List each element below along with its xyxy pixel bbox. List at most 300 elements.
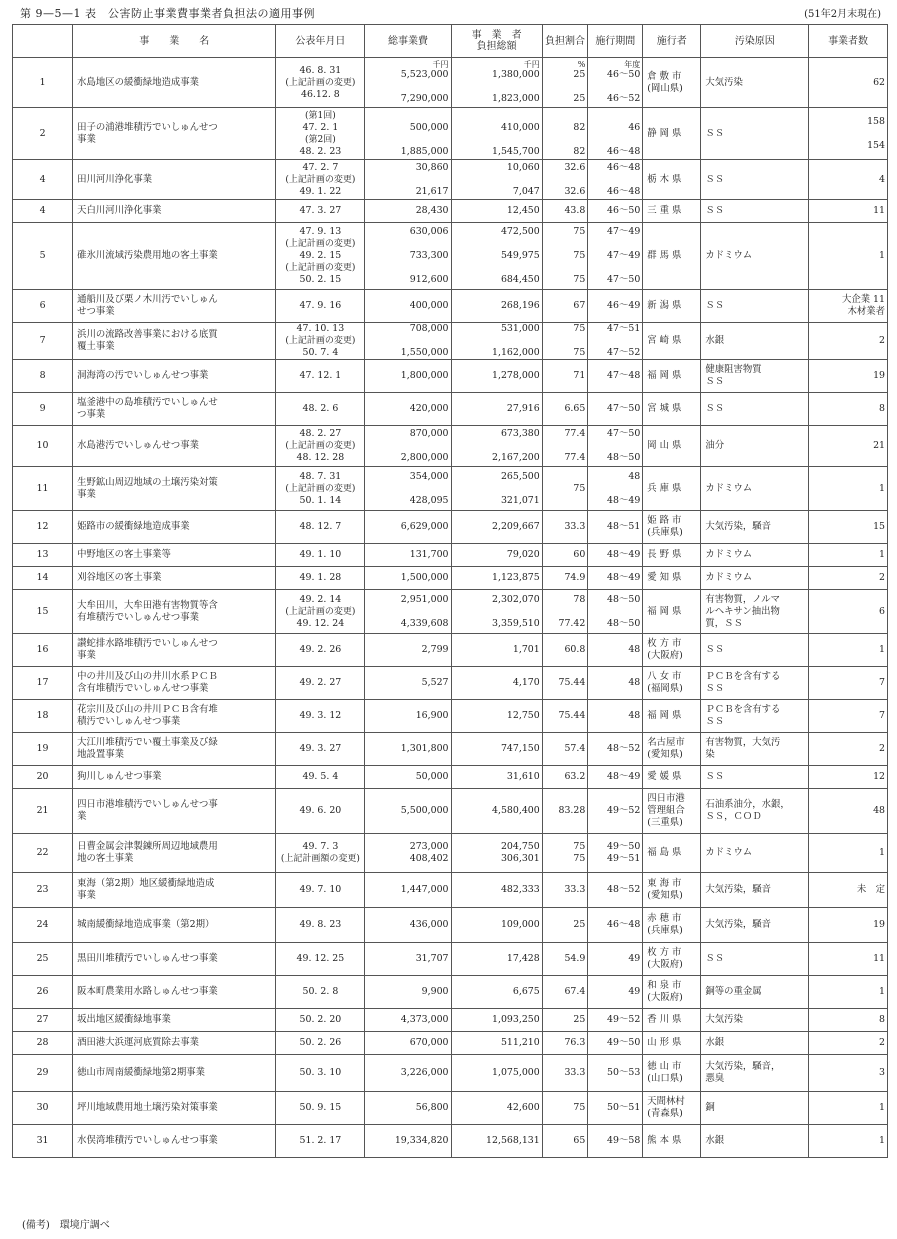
cell-line: 43.8 xyxy=(564,205,586,216)
cell-line: 47～52 xyxy=(607,347,641,358)
cell-line: 2,799 xyxy=(421,644,449,655)
cell-line: (上記計画の変更) xyxy=(285,77,356,88)
cell-line: 33.3 xyxy=(564,884,586,895)
cell-exec xyxy=(643,200,701,223)
cell-cause xyxy=(701,590,809,634)
cell-count xyxy=(809,766,888,789)
cell-line: 51. 2. 17 xyxy=(299,1135,342,1146)
cell-count xyxy=(809,160,888,200)
cell-line xyxy=(367,440,448,452)
cell-line: 4,170 xyxy=(512,677,540,688)
cell-count xyxy=(809,223,888,290)
cell-line: (大阪府) xyxy=(647,650,683,661)
cell-line: 49. 7. 10 xyxy=(299,884,342,895)
cell-period xyxy=(588,1055,643,1092)
cell-line: 香 川 県 xyxy=(647,1014,682,1025)
cell-count xyxy=(809,323,888,360)
cell-line: 坂出地区緩衝緑地事業 xyxy=(77,1014,171,1025)
cell-line xyxy=(590,335,640,347)
cell-exec xyxy=(643,590,701,634)
table-row xyxy=(13,567,888,590)
cell-line: 13 xyxy=(36,549,49,560)
cell-count xyxy=(809,567,888,590)
cell-burden xyxy=(451,1009,542,1032)
cell-burden xyxy=(451,58,542,108)
cell-line: 49. 5. 4 xyxy=(302,771,339,782)
cell-line: 49. 7. 3 xyxy=(302,841,339,852)
cell-line: 65 xyxy=(573,1135,586,1146)
cell-line: 549,975 xyxy=(500,250,540,261)
table-row xyxy=(13,1032,888,1055)
cell-total xyxy=(365,766,451,789)
cell-total xyxy=(365,511,451,544)
cell-line: 23 xyxy=(36,884,49,895)
cell-line: 472,500 xyxy=(500,226,540,237)
cell-line xyxy=(454,81,540,93)
cell-line xyxy=(590,110,640,122)
cell-cause xyxy=(701,360,809,393)
cell-ratio xyxy=(542,908,588,943)
cell-line: カドミウム xyxy=(705,549,753,560)
cell-line: (兵庫県) xyxy=(647,925,683,936)
cell-line: 46～49 xyxy=(607,300,641,311)
cell-count xyxy=(809,943,888,976)
cell-count xyxy=(809,58,888,108)
cell-line: 154 xyxy=(867,139,885,151)
cell-line: 地設置事業 xyxy=(77,749,125,760)
cell-burden xyxy=(451,634,542,667)
cell-line: (愛知県) xyxy=(647,890,683,901)
cell-line: 63.2 xyxy=(564,771,586,782)
cell-exec xyxy=(643,766,701,789)
cell-line: 天白川河川浄化事業 xyxy=(77,205,162,216)
cell-cause xyxy=(701,1009,809,1032)
cell-cause xyxy=(701,1032,809,1055)
col-count: 事業者数 xyxy=(809,25,888,58)
cell-exec xyxy=(643,634,701,667)
cell-line: 24 xyxy=(36,919,49,930)
cell-line: 4,580,400 xyxy=(492,805,540,816)
cell-line: 75 xyxy=(573,347,586,358)
cell-line: 48～49 xyxy=(607,494,641,506)
cell-total xyxy=(365,544,451,567)
cell-line: 48 xyxy=(628,710,641,721)
cell-name xyxy=(73,834,276,873)
cell-burden xyxy=(451,200,542,223)
cell-cause xyxy=(701,634,809,667)
cell-line: 49 xyxy=(628,953,641,964)
cell-line: 428,095 xyxy=(409,494,449,506)
cell-line: 46～52 xyxy=(607,93,641,104)
cell-line: ＰＣＢを含有する xyxy=(705,671,781,682)
cell-line: 8 xyxy=(879,1014,885,1025)
cell-line: 銅等の重金属 xyxy=(705,986,762,997)
cell-line: 3,226,000 xyxy=(400,1067,449,1078)
cell-count xyxy=(809,1032,888,1055)
table-row xyxy=(13,667,888,700)
cell-line: 75 xyxy=(573,1102,586,1113)
cell-no xyxy=(13,700,73,733)
cell-burden xyxy=(451,426,542,467)
cell-line xyxy=(590,174,640,186)
cell-line xyxy=(590,606,640,618)
cell-total xyxy=(365,426,451,467)
cell-line: 赤 穂 市 xyxy=(647,913,682,924)
cell-name xyxy=(73,393,276,426)
cell-line: 31 xyxy=(36,1135,49,1146)
cell-name xyxy=(73,1092,276,1125)
cell-line: 29 xyxy=(36,1067,49,1078)
table-row xyxy=(13,360,888,393)
table-row xyxy=(13,58,888,108)
cell-name xyxy=(73,976,276,1009)
cell-date xyxy=(276,590,365,634)
cell-no xyxy=(13,1092,73,1125)
cell-line: 12,450 xyxy=(506,205,540,216)
cell-cause xyxy=(701,160,809,200)
cell-line: 名古屋市 xyxy=(647,737,685,748)
cell-period xyxy=(588,160,643,200)
cell-burden xyxy=(451,467,542,511)
cell-line: 50. 2. 20 xyxy=(299,1014,342,1025)
cell-name xyxy=(73,1125,276,1158)
cell-line: (上記計画額の変更) xyxy=(280,854,360,864)
cell-line: 25 xyxy=(36,953,49,964)
cell-line: 49. 2. 14 xyxy=(299,593,342,605)
table-row xyxy=(13,1055,888,1092)
cell-line: 四日市港 xyxy=(647,793,685,804)
cell-line: 積汚でいしゅんせつ事業 xyxy=(77,716,181,727)
cell-line: 大気汚染 xyxy=(705,1014,743,1025)
cell-line: ＳＳ xyxy=(705,127,725,139)
cell-line: 28,430 xyxy=(415,205,449,216)
cell-line: 1 xyxy=(879,482,885,494)
cell-line: 1 xyxy=(879,847,885,858)
cell-cause xyxy=(701,1092,809,1125)
cell-line: 19 xyxy=(36,743,49,754)
cell-exec xyxy=(643,544,701,567)
cell-date xyxy=(276,667,365,700)
cell-ratio xyxy=(542,733,588,766)
cell-line: 銅 xyxy=(705,1102,715,1113)
col-burden: 事 業 者 負担総額 xyxy=(451,25,542,58)
cell-line: 46～48 xyxy=(607,919,641,930)
cell-line: 15 xyxy=(36,605,49,617)
cell-line: 408,402 xyxy=(409,853,449,864)
table-row xyxy=(13,160,888,200)
cell-exec xyxy=(643,360,701,393)
cell-name xyxy=(73,426,276,467)
cell-name xyxy=(73,1032,276,1055)
cell-line: 7 xyxy=(879,677,885,688)
cell-count xyxy=(809,733,888,766)
cell-line: 48. 7. 31 xyxy=(299,470,342,482)
cell-line: 静 岡 県 xyxy=(647,127,682,139)
cell-name xyxy=(73,108,276,160)
cell-no xyxy=(13,58,73,108)
cell-line: 30 xyxy=(36,1102,49,1113)
cell-cause xyxy=(701,700,809,733)
cell-line: 19 xyxy=(873,919,885,930)
cell-line: 18 xyxy=(36,710,49,721)
cell-line: 質，ＳＳ xyxy=(705,617,743,629)
cell-line: (三重県) xyxy=(647,817,683,828)
cell-line: 大気汚染，騒音 xyxy=(705,919,771,930)
cell-line: 49. 1. 22 xyxy=(299,185,342,197)
cell-line xyxy=(367,262,448,274)
cell-no xyxy=(13,634,73,667)
cell-line: ＰＣＢを含有する xyxy=(705,704,781,715)
cell-line: 5 xyxy=(39,250,46,261)
cell-period xyxy=(588,1009,643,1032)
cell-no xyxy=(13,160,73,200)
table-row xyxy=(13,590,888,634)
cell-line: 46 xyxy=(628,121,641,133)
cell-period xyxy=(588,700,643,733)
cell-line: 宮 城 県 xyxy=(647,403,682,414)
cell-cause xyxy=(701,1055,809,1092)
cell-no xyxy=(13,1125,73,1158)
cell-line: 15 xyxy=(873,521,885,532)
cell-burden xyxy=(451,908,542,943)
cell-line: 19 xyxy=(873,370,885,381)
cell-line: 25 xyxy=(573,93,586,104)
cell-line: 47. 2. 1 xyxy=(302,121,339,133)
cell-date xyxy=(276,700,365,733)
cell-line: 酒田港大浜運河底質除去事業 xyxy=(77,1037,200,1048)
cell-line: 48. 2. 23 xyxy=(299,145,342,157)
cell-line: 60.8 xyxy=(564,644,586,655)
cell-date xyxy=(276,544,365,567)
cell-exec xyxy=(643,834,701,873)
cell-ratio xyxy=(542,976,588,1009)
cell-ratio xyxy=(542,567,588,590)
cell-ratio xyxy=(542,393,588,426)
cell-line xyxy=(545,134,586,146)
cell-line: 77.42 xyxy=(558,617,586,629)
cell-no xyxy=(13,667,73,700)
table-row xyxy=(13,1125,888,1158)
cell-ratio xyxy=(542,1009,588,1032)
cell-line: 八 女 市 xyxy=(647,671,682,682)
cell-line: 天間林村 xyxy=(647,1096,685,1107)
cell-line: 6.65 xyxy=(564,403,586,414)
cell-ratio xyxy=(542,1092,588,1125)
cell-line: 水島地区の緩衝緑地造成事業 xyxy=(77,76,200,88)
cell-line: 49. 1. 10 xyxy=(299,549,342,560)
cell-line: カドミウム xyxy=(705,250,753,261)
cell-line: 49. 2. 15 xyxy=(299,250,342,261)
cell-line: 中の井川及び山の井川水系ＰＣＢ xyxy=(77,671,218,682)
cell-ratio xyxy=(542,360,588,393)
cell-line: (福岡県) xyxy=(647,683,683,694)
table-header xyxy=(20,5,881,23)
cell-total xyxy=(365,393,451,426)
cell-period xyxy=(588,590,643,634)
cell-line xyxy=(367,606,448,618)
cell-no xyxy=(13,1009,73,1032)
column-header-row xyxy=(13,25,888,58)
cell-total xyxy=(365,58,451,108)
cell-total xyxy=(365,567,451,590)
cell-no xyxy=(13,943,73,976)
cell-line: 日曹金属会津製錬所周辺地域農用 xyxy=(77,841,218,852)
cell-no xyxy=(13,323,73,360)
cell-line: 33.3 xyxy=(564,521,586,532)
cell-line xyxy=(454,110,540,122)
cell-line: 47～51 xyxy=(607,323,641,334)
cell-line: 46～48 xyxy=(607,145,641,157)
cell-line: 1,380,000 xyxy=(492,69,540,80)
cell-line: 670,000 xyxy=(409,1037,449,1048)
cell-line: カドミウム xyxy=(705,847,753,858)
cell-line: 50. 2. 26 xyxy=(299,1037,342,1048)
cell-line: 747,150 xyxy=(500,743,540,754)
cell-line: 1 xyxy=(879,1135,885,1146)
cell-line: 福 島 県 xyxy=(647,847,682,858)
cell-exec xyxy=(643,323,701,360)
cell-line: 50,000 xyxy=(415,771,449,782)
cell-exec xyxy=(643,908,701,943)
cell-line: 49. 3. 12 xyxy=(299,710,342,721)
cell-line: 碓氷川流域汚染農用地の客土事業 xyxy=(77,250,218,261)
cell-line: 油分 xyxy=(705,440,725,451)
cell-line: 47. 9. 16 xyxy=(299,300,342,311)
cell-no xyxy=(13,789,73,834)
cell-burden xyxy=(451,511,542,544)
cell-cause xyxy=(701,544,809,567)
cell-line: 75.44 xyxy=(558,677,586,688)
table-row xyxy=(13,766,888,789)
cell-line: 48～52 xyxy=(607,743,641,754)
cell-line: 刈谷地区の客土事業 xyxy=(77,572,162,583)
cell-name xyxy=(73,733,276,766)
cell-cause xyxy=(701,426,809,467)
table-body xyxy=(13,58,888,1158)
cell-cause xyxy=(701,766,809,789)
cell-count xyxy=(809,426,888,467)
cell-line: 大気汚染，騒音 xyxy=(705,521,771,532)
cell-line: 62 xyxy=(873,76,885,88)
cell-date xyxy=(276,426,365,467)
cell-line: 9 xyxy=(39,403,46,414)
cell-line: 14 xyxy=(36,572,49,583)
cell-line: 倉 敷 市 xyxy=(647,70,682,82)
cell-line: 16 xyxy=(36,644,49,655)
cell-ratio xyxy=(542,873,588,908)
cell-name xyxy=(73,58,276,108)
cell-line: 75.44 xyxy=(558,710,586,721)
cell-name xyxy=(73,360,276,393)
cell-no xyxy=(13,290,73,323)
cell-total xyxy=(365,834,451,873)
cell-line: 浜川の流路改善事業における底質 xyxy=(77,329,218,340)
cell-line: 5,523,000 xyxy=(400,69,449,80)
cell-line: 48 xyxy=(628,644,641,655)
cell-line: 4 xyxy=(879,173,885,185)
cell-line: 75 xyxy=(573,323,586,334)
cell-line: 25 xyxy=(573,1014,586,1025)
cell-burden xyxy=(451,323,542,360)
cell-burden xyxy=(451,873,542,908)
cell-line: 水銀 xyxy=(705,335,725,346)
footnote: (備考) 環境庁調べ xyxy=(22,1220,110,1231)
cell-line: 5,500,000 xyxy=(400,805,449,816)
cell-line xyxy=(590,81,640,93)
cell-total xyxy=(365,667,451,700)
table-row xyxy=(13,908,888,943)
cell-ratio xyxy=(542,1032,588,1055)
cell-burden xyxy=(451,834,542,873)
cell-line: 410,000 xyxy=(500,121,540,133)
cell-cause xyxy=(701,58,809,108)
cell-count xyxy=(809,700,888,733)
cell-line: 1,800,000 xyxy=(400,370,449,381)
cell-line: 塩釜港中の島堆積汚でいしゅんせ xyxy=(77,397,218,408)
cell-period xyxy=(588,976,643,1009)
cell-line xyxy=(367,238,448,250)
cell-line: ＳＳ xyxy=(705,376,725,387)
cell-no xyxy=(13,467,73,511)
cell-date xyxy=(276,108,365,160)
cell-line: つ事業 xyxy=(77,409,106,420)
cell-line: 中野地区の客土事業等 xyxy=(77,549,171,560)
unit-label: % xyxy=(577,60,586,69)
table-row xyxy=(13,834,888,873)
cell-line: ＳＳ xyxy=(705,300,725,311)
cell-name xyxy=(73,323,276,360)
cell-line: 17,428 xyxy=(506,953,540,964)
cell-line: 枚 方 市 xyxy=(647,638,682,649)
cell-line: 1,447,000 xyxy=(400,884,449,895)
cell-ratio xyxy=(542,108,588,160)
cell-period xyxy=(588,766,643,789)
cell-count xyxy=(809,908,888,943)
cell-line: 25 xyxy=(573,69,586,80)
cell-line: 1,701 xyxy=(512,644,540,655)
cell-line xyxy=(590,238,640,250)
cell-count xyxy=(809,976,888,1009)
cell-line: 531,000 xyxy=(500,323,540,334)
cell-line: 2 xyxy=(879,1037,885,1048)
table-row xyxy=(13,544,888,567)
cell-line: 6,629,000 xyxy=(400,521,449,532)
cell-line: 東海（第2期）地区緩衝緑地造成 xyxy=(77,878,215,889)
cell-line xyxy=(590,483,640,495)
cell-line: 16,900 xyxy=(415,710,449,721)
cell-line: 水島港汚でいしゅんせつ事業 xyxy=(77,440,200,451)
cell-line: 8 xyxy=(879,403,885,414)
cell-line: 48. 2. 27 xyxy=(299,428,342,439)
cell-name xyxy=(73,160,276,200)
cell-ratio xyxy=(542,290,588,323)
cell-line: 3,359,510 xyxy=(492,617,540,629)
cell-line: 47. 12. 1 xyxy=(299,370,342,381)
cell-line: ＳＳ xyxy=(705,644,725,655)
cell-cause xyxy=(701,393,809,426)
cell-line: 33.3 xyxy=(564,1067,586,1078)
cell-line: 1 xyxy=(39,76,46,88)
cell-cause xyxy=(701,834,809,873)
cell-line: 阪本町農業用水路しゅんせつ事業 xyxy=(77,986,218,997)
cell-total xyxy=(365,634,451,667)
cell-no xyxy=(13,544,73,567)
cell-name xyxy=(73,667,276,700)
cell-date xyxy=(276,290,365,323)
cell-no xyxy=(13,1032,73,1055)
cell-ratio xyxy=(542,590,588,634)
cell-line: 71 xyxy=(573,370,586,381)
